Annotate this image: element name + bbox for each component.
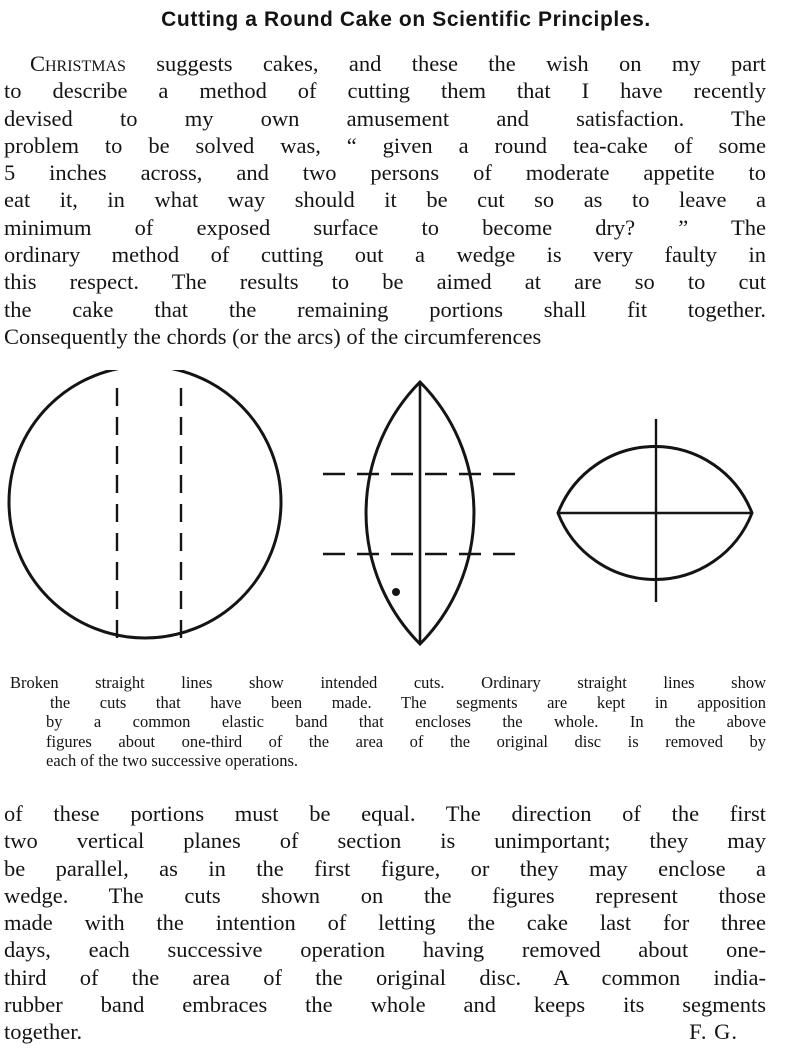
caption-line: Broken straight lines show intended cuts. Ordinary straight lines show (10, 673, 766, 692)
continuation-paragraph (4, 800, 766, 1046)
figure-caption (10, 673, 766, 771)
article-title: Cutting a Round Cake on Scientific Principles. (161, 8, 651, 31)
closing-line (4, 1018, 766, 1045)
text-line: eat it, in what way should it be cut so as to leave a (4, 187, 766, 213)
text-line: of these portions must be equal. The direction of the first (4, 801, 766, 826)
intro-paragraph (4, 50, 766, 350)
figure-1-full-disc (9, 370, 281, 648)
closing-text: together. (4, 1019, 83, 1045)
text-line: two vertical planes of section is unimportant; they may (4, 828, 766, 854)
text-line: to describe a method of cutting them that I have recently (4, 78, 766, 104)
figures-panel (0, 370, 812, 660)
text-line: devised to my own amusement and satisfaction. The (4, 105, 766, 131)
text-line (4, 50, 766, 77)
caption-line: each of the two successive operations. (46, 751, 298, 770)
text-line: ordinary method of cutting out a wedge is very faulty in (4, 242, 766, 268)
text-line: wedge. The cuts shown on the figures represent those (4, 882, 766, 908)
text-line: third of the area of the original disc. A common india- (4, 964, 766, 990)
text-line: 5 inches across, and two persons of moderate appetite to (4, 160, 766, 186)
author-signature: F. G. (689, 1019, 738, 1045)
caption-line: the cuts that have been made. The segments are kept in apposition (50, 692, 766, 712)
text-line-content: suggests cakes, and these the wish on my part (125, 51, 766, 76)
caption-line: figures about one-third of the area of the original disc is removed by (46, 731, 766, 751)
figure-3-small-lens (558, 419, 752, 602)
figures-drawing (0, 370, 812, 660)
ink-speck (392, 588, 400, 596)
figure-2-lens (323, 382, 517, 644)
text-line: made with the intention of letting the cake last for three (4, 910, 766, 936)
opening-word: Christmas (30, 51, 126, 76)
text-line: Consequently the chords (or the arcs) of the circumferences (4, 323, 542, 349)
text-line: be parallel, as in the first figure, or they may enclose a (4, 855, 766, 881)
text-line: days, each successive operation having removed about one- (4, 937, 766, 963)
caption-line: by a common elastic band that encloses the whole. In the above (46, 712, 766, 731)
text-line: problem to be solved was, “ given a round tea-cake of some (4, 132, 766, 158)
text-line: minimum of exposed surface to become dry? ” The (4, 214, 766, 240)
text-line: rubber band embraces the whole and keeps its segments (4, 992, 766, 1018)
text-line: this respect. The results to be aimed at are so to cut (4, 269, 766, 295)
text-line: the cake that the remaining portions shall fit together. (4, 296, 766, 322)
disc-outline (9, 370, 281, 638)
